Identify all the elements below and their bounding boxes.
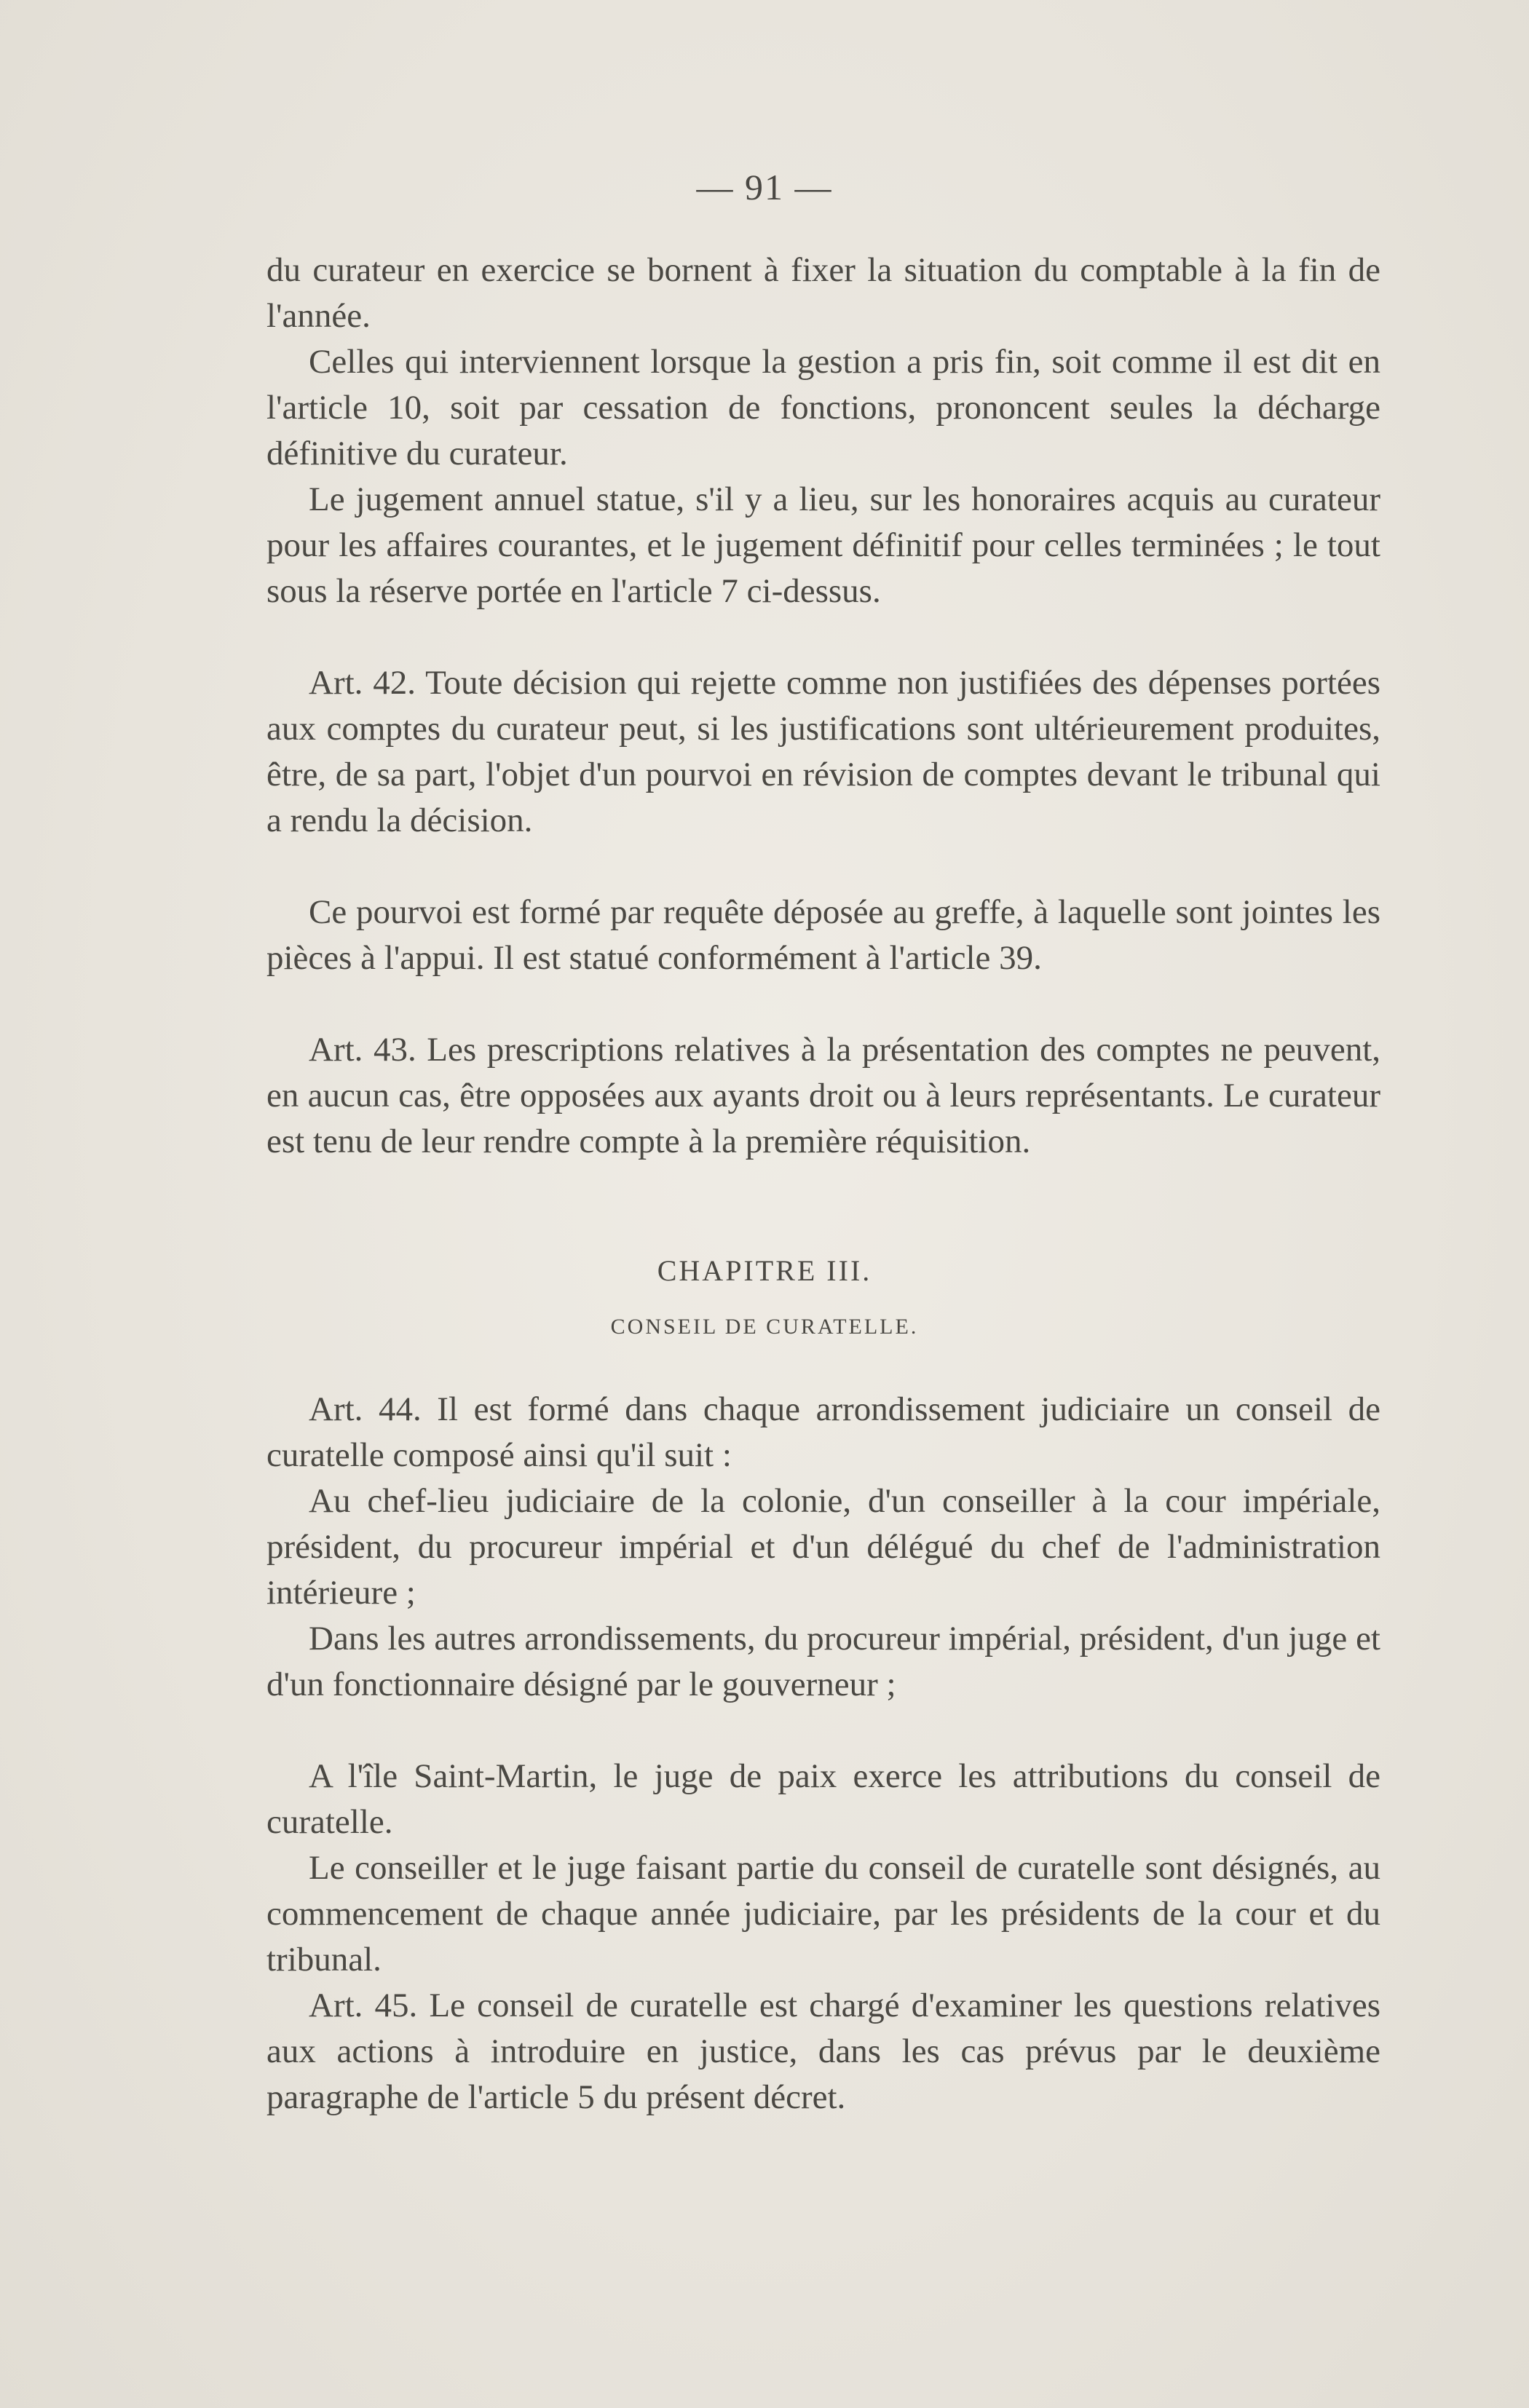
paragraph: Celles qui interviennent lorsque la gestion a pris fin, soit comme il est dit en l'article 10, soit par cessation de fonctions, prononcent seules la décharge définitive du curateur. [266,343,1380,472]
paragraph: Art. 43. Les prescriptions relatives à la présentation des comptes ne peuvent, en aucun cas, être opposées aux ayants droit ou à leurs représentants. Le curateur est tenu de leur rendre compte à la première réquisition. [266,1031,1380,1160]
paragraph: Dans les autres arrondissements, du procureur impérial, président, d'un juge et d'un fonctionnaire désigné par le gouverneur ; [266,1620,1380,1703]
paragraph: Art. 44. Il est formé dans chaque arrondissement judiciaire un conseil de curatelle composé ainsi qu'il suit : [266,1390,1380,1474]
chapter-heading: CHAPITRE III. [657,1254,872,1287]
paragraph: Ce pourvoi est formé par requête déposée au greffe, à laquelle sont jointes les pièces à l'appui. Il est statué conformément à l'article 39. [266,893,1380,977]
paragraph: Le conseiller et le juge faisant partie du conseil de curatelle sont désignés, au commencement de chaque année judiciaire, par les présidents de la cour et du tribunal. [266,1849,1380,1979]
paragraph: Au chef-lieu judiciaire de la colonie, d'un conseiller à la cour impériale, président, du procureur impérial et d'un délégué du chef de l'administration intérieure ; [266,1482,1380,1612]
chapter-subtitle: CONSEIL DE CURATELLE. [610,1315,919,1339]
paragraph: Art. 45. Le conseil de curatelle est chargé d'examiner les questions relatives aux actions à introduire en justice, dans les cas prévus par le deuxième paragraphe de l'article 5 du présent décret. [266,1987,1380,2116]
paragraph: du curateur en exercice se bornent à fixer la situation du comptable à la fin de l'année. [266,251,1380,335]
page-number: — 91 — [696,167,833,207]
paragraph: A l'île Saint-Martin, le juge de paix exerce les attributions du conseil de curatelle. [266,1757,1380,1841]
paragraph: Art. 42. Toute décision qui rejette comme non justifiées des dépenses portées aux comptes du curateur peut, si les justifications sont ultérieurement produites, être, de sa part, l'objet d'un pourvoi en révision de comptes devant le tribunal qui a rendu la décision. [266,664,1380,839]
paragraph: Le jugement annuel statue, s'il y a lieu, sur les honoraires acquis au curateur pour les affaires courantes, et le jugement définitif pour celles terminées ; le tout sous la réserve portée en l'article 7 ci-dessus. [266,480,1380,610]
